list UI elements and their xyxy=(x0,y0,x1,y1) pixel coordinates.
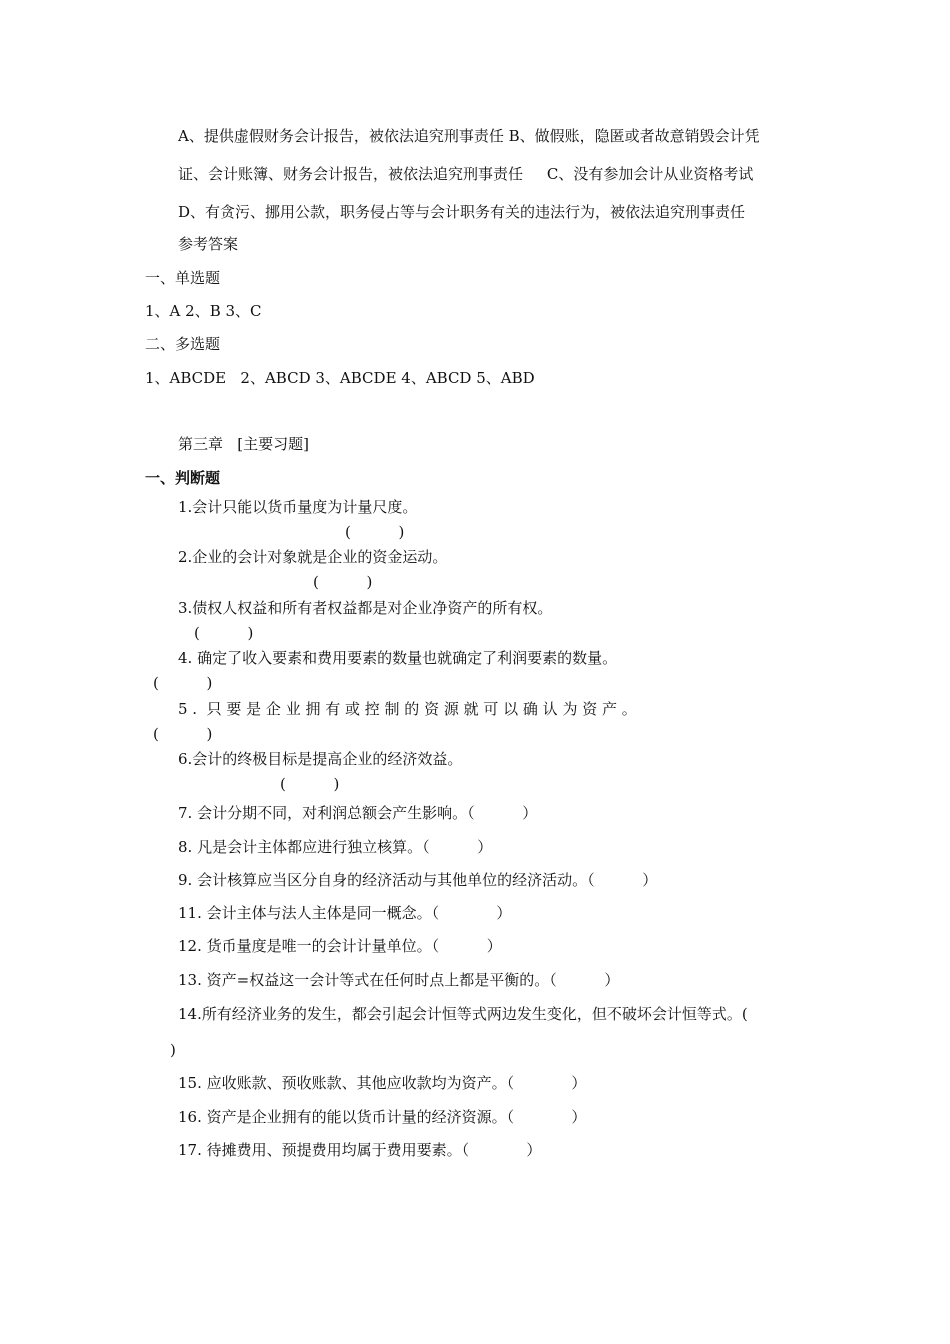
multi-choice-answers: 1、ABCDE 2、ABCD 3、ABCDE 4、ABCD 5、ABD xyxy=(145,369,535,387)
question-14: 14.所有经济业务的发生，都会引起会计恒等式两边发生变化，但不破坏会计恒等式。( xyxy=(178,1005,748,1023)
question-6: 6.会计的终极目标是提高企业的经济效益。 xyxy=(178,750,463,768)
question-14-blank: ) xyxy=(170,1041,176,1059)
question-2: 2.企业的会计对象就是企业的资金运动。 xyxy=(178,548,448,566)
question-9: 9. 会计核算应当区分自身的经济活动与其他单位的经济活动。（ ） xyxy=(178,871,658,889)
question-4: 4. 确定了收入要素和费用要素的数量也就确定了利润要素的数量。 xyxy=(178,649,618,667)
question-7: 7. 会计分期不同，对利润总额会产生影响。（ ） xyxy=(178,804,538,822)
single-choice-heading: 一、单选题 xyxy=(145,269,221,287)
question-5: 5 . 只 要 是 企 业 拥 有 或 控 制 的 资 源 就 可 以 确 认 为 资 产 。 xyxy=(178,700,637,718)
question-1: 1.会计只能以货币量度为计量尺度。 xyxy=(178,498,418,516)
question-12: 12. 货币量度是唯一的会计计量单位。（ ） xyxy=(178,937,502,955)
question-4-blank: ( ) xyxy=(153,674,213,692)
question-16: 16. 资产是企业拥有的能以货币计量的经济资源。（ ） xyxy=(178,1108,587,1126)
question-13: 13. 资产=权益这一会计等式在任何时点上都是平衡的。（ ） xyxy=(178,971,620,989)
question-11: 11. 会计主体与法人主体是同一概念。（ ） xyxy=(178,904,512,922)
question-15: 15. 应收账款、预收账款、其他应收款均为资产。（ ） xyxy=(178,1074,587,1092)
question-1-blank: ( ) xyxy=(345,523,405,541)
question-17: 17. 待摊费用、预提费用均属于费用要素。（ ） xyxy=(178,1141,542,1159)
question-3: 3.债权人权益和所有者权益都是对企业净资产的所有权。 xyxy=(178,599,553,617)
question-3-blank: ( ) xyxy=(194,624,254,642)
answers-title: 参考答案 xyxy=(178,235,239,253)
question-5-blank: ( ) xyxy=(153,725,213,743)
option-a-b: A、提供虚假财务会计报告，被依法追究刑事责任 B、做假账，隐匿或者故意销毁会计凭 xyxy=(178,127,760,145)
question-6-blank: ( ) xyxy=(280,775,340,793)
question-8: 8. 凡是会计主体都应进行独立核算。（ ） xyxy=(178,838,493,856)
option-b-c: 证、会计账簿、财务会计报告，被依法追究刑事责任 C、没有参加会计从业资格考试 xyxy=(178,165,754,183)
chapter-title: 第三章 [主要习题] xyxy=(178,435,310,453)
option-d: D、有贪污、挪用公款，职务侵占等与会计职务有关的违法行为，被依法追究刑事责任 xyxy=(178,203,746,221)
multi-choice-heading: 二、多选题 xyxy=(145,335,221,353)
section-heading: 一、判断题 xyxy=(145,469,221,487)
question-2-blank: ( ) xyxy=(313,573,373,591)
single-choice-answers: 1、A 2、B 3、C xyxy=(145,302,262,320)
